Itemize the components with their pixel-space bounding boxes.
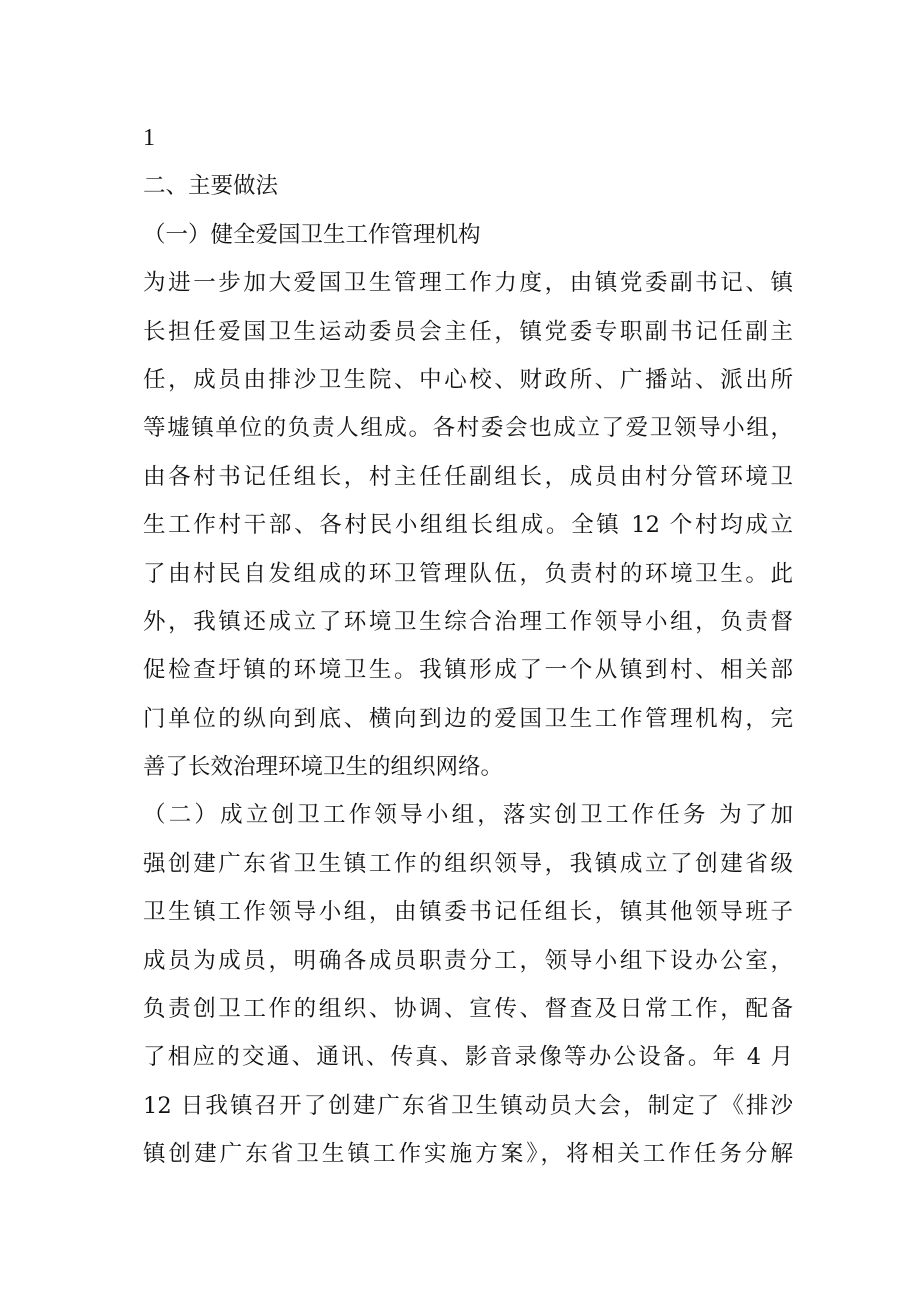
paragraph-line: 负责创卫工作的组织、协调、宣传、督查及日常工作，配备 (143, 996, 793, 1023)
document-body (143, 121, 793, 1186)
subsection-title-2-line: （二）成立创卫工作领导小组，落实创卫工作任务 为了加 (143, 802, 793, 829)
subsection-title-1: （一）健全爱国卫生工作管理机构 (143, 221, 481, 248)
paragraph-line: 长担任爱国卫生运动委员会主任，镇党委专职副书记任副主 (143, 318, 793, 345)
paragraph-line: 为进一步加大爱国卫生管理工作力度，由镇党委副书记、镇 (143, 270, 793, 297)
paragraph-line: 生工作村干部、各村民小组组长组成。全镇 12 个村均成立 (143, 512, 793, 539)
page-number: 1 (143, 125, 155, 151)
paragraph-line: 等墟镇单位的负责人组成。各村委会也成立了爱卫领导小组， (143, 415, 793, 442)
paragraph-line: 卫生镇工作领导小组，由镇委书记任组长，镇其他领导班子 (143, 899, 793, 926)
paragraph-line: 了由村民自发组成的环卫管理队伍，负责村的环境卫生。此 (143, 560, 793, 587)
paragraph-line: 门单位的纵向到底、横向到边的爱国卫生工作管理机构，完 (143, 705, 793, 732)
paragraph-line: 由各村书记任组长，村主任任副组长，成员由村分管环境卫 (143, 463, 793, 490)
paragraph-line: 镇创建广东省卫生镇工作实施方案》，将相关工作任务分解 (143, 1141, 793, 1168)
paragraph-line: 外，我镇还成立了环境卫生综合治理工作领导小组，负责督 (143, 608, 793, 635)
paragraph-line: 了相应的交通、通讯、传真、影音录像等办公设备。年 4 月 (143, 1044, 793, 1071)
paragraph-line: 强创建广东省卫生镇工作的组织领导，我镇成立了创建省级 (143, 850, 793, 877)
paragraph-line: 成员为成员，明确各成员职责分工，领导小组下设办公室， (143, 947, 793, 974)
paragraph-line: 善了长效治理环境卫生的组织网络。 (143, 754, 504, 781)
paragraph-line: 促检查圩镇的环境卫生。我镇形成了一个从镇到村、相关部 (143, 657, 793, 684)
section-heading: 二、主要做法 (143, 173, 279, 200)
paragraph-line: 任，成员由排沙卫生院、中心校、财政所、广播站、派出所 (143, 366, 793, 393)
paragraph-line: 12 日我镇召开了创建广东省卫生镇动员大会，制定了《排沙 (143, 1092, 793, 1119)
